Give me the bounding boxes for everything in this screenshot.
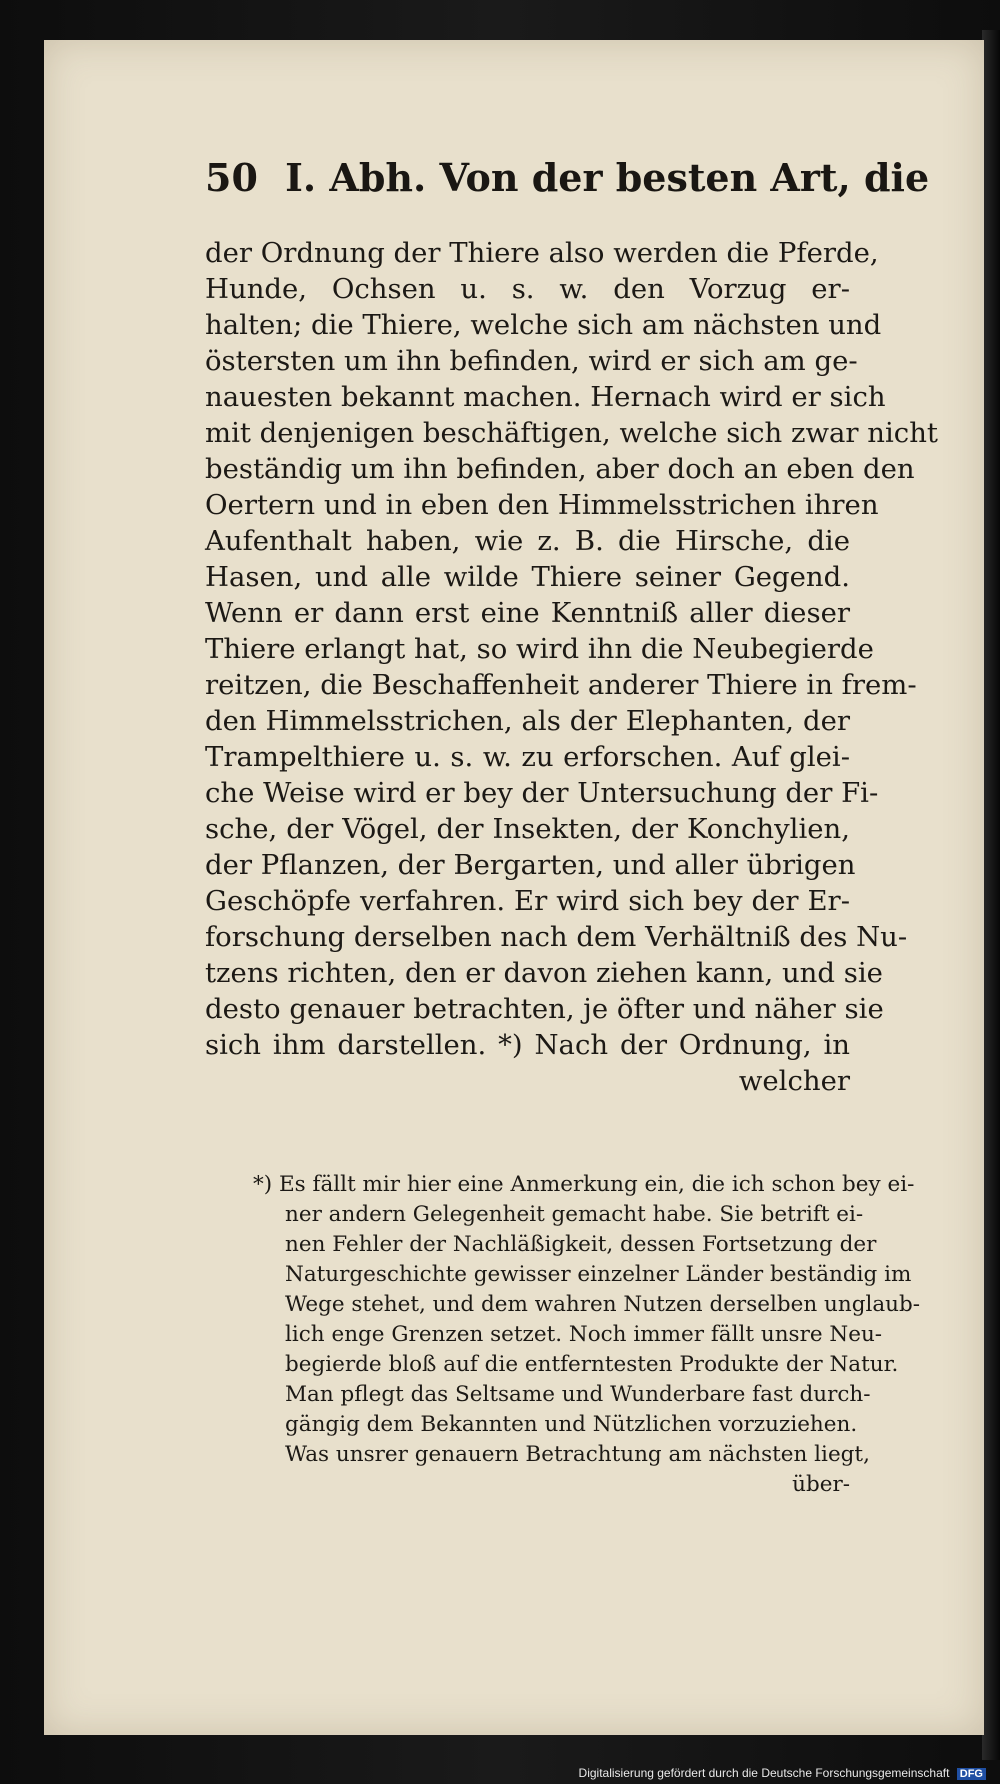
text-line: halten; die Thiere, welche sich am nächsten und xyxy=(205,309,882,341)
credit-text: Digitalisierung gefördert durch die Deutsche Forschungsgemeinschaft xyxy=(578,1766,950,1780)
text-line: Wenn er dann erst eine Kenntniß aller dieser xyxy=(205,597,850,629)
dfg-logo: DFG xyxy=(957,1768,986,1780)
text-line: Oertern und in eben den Himmelsstrichen ihren xyxy=(205,489,879,521)
digitization-credit xyxy=(579,1766,986,1780)
text-line: Aufenthalt haben, wie z. B. die Hirsche, die xyxy=(205,525,850,557)
footnote-line: über- xyxy=(792,1472,850,1497)
footnote-line: Man pflegt das Seltsame und Wunderbare fast durch- xyxy=(285,1382,871,1407)
text-line: Hunde, Ochsen u. s. w. den Vorzug er- xyxy=(205,273,850,305)
running-header xyxy=(205,155,930,200)
footnote-line: gängig dem Bekannten und Nützlichen vorzuziehen. xyxy=(285,1412,858,1437)
book-edge xyxy=(982,30,1000,1760)
footnote-line: Wege stehet, und dem wahren Nutzen derselben unglaub- xyxy=(285,1292,921,1317)
text-line: östersten um ihn befinden, wird er sich am ge- xyxy=(205,345,858,377)
footnote-line: Naturgeschichte gewisser einzelner Länder beständig im xyxy=(285,1262,912,1287)
text-line: tzens richten, den er davon ziehen kann, und sie xyxy=(205,957,883,989)
running-title: I. Abh. Von der besten Art, die xyxy=(285,155,930,200)
text-line: der Pflanzen, der Bergarten, und aller übrigen xyxy=(205,849,856,881)
text-line: che Weise wird er bey der Untersuchung der Fi- xyxy=(205,777,879,809)
text-line: nauesten bekannt machen. Hernach wird er sich xyxy=(205,381,886,413)
text-line: der Ordnung der Thiere also werden die Pferde, xyxy=(205,237,879,269)
text-line: sich ihm darstellen. *) Nach der Ordnung, in xyxy=(205,1029,850,1061)
text-line: welcher xyxy=(738,1065,850,1097)
page-number: 50 xyxy=(205,155,258,200)
footnote-line: begierde bloß auf die entferntesten Produkte der Natur. xyxy=(285,1352,899,1377)
footnote xyxy=(253,1170,921,1500)
text-line: desto genauer betrachten, je öfter und näher sie xyxy=(205,993,884,1025)
text-line: Hasen, und alle wilde Thiere seiner Gegend. xyxy=(205,561,850,593)
text-line: den Himmelsstrichen, als der Elephanten, der xyxy=(205,705,850,737)
text-line: Trampelthiere u. s. w. zu erforschen. Auf glei- xyxy=(205,741,850,773)
text-line: Geschöpfe verfahren. Er wird sich bey der Er- xyxy=(205,885,850,917)
main-text xyxy=(205,235,938,1099)
text-line: beständig um ihn befinden, aber doch an eben den xyxy=(205,453,915,485)
text-line: Thiere erlangt hat, so wird ihn die Neubegierde xyxy=(205,633,874,665)
footnote-line: Was unsrer genauern Betrachtung am nächsten liegt, xyxy=(285,1442,870,1467)
text-line: mit denjenigen beschäftigen, welche sich zwar nicht xyxy=(205,417,938,449)
footnote-line: *) Es fällt mir hier eine Anmerkung ein, die ich schon bey ei- xyxy=(253,1172,915,1197)
text-line: sche, der Vögel, der Insekten, der Konchylien, xyxy=(205,813,850,845)
footnote-line: lich enge Grenzen setzet. Noch immer fällt unsre Neu- xyxy=(285,1322,883,1347)
footnote-line: nen Fehler der Nachläßigkeit, dessen Fortsetzung der xyxy=(285,1232,877,1257)
footnote-line: ner andern Gelegenheit gemacht habe. Sie betrift ei- xyxy=(285,1202,864,1227)
text-line: reitzen, die Beschaffenheit anderer Thiere in frem- xyxy=(205,669,917,701)
text-line: forschung derselben nach dem Verhältniß des Nu- xyxy=(205,921,908,953)
